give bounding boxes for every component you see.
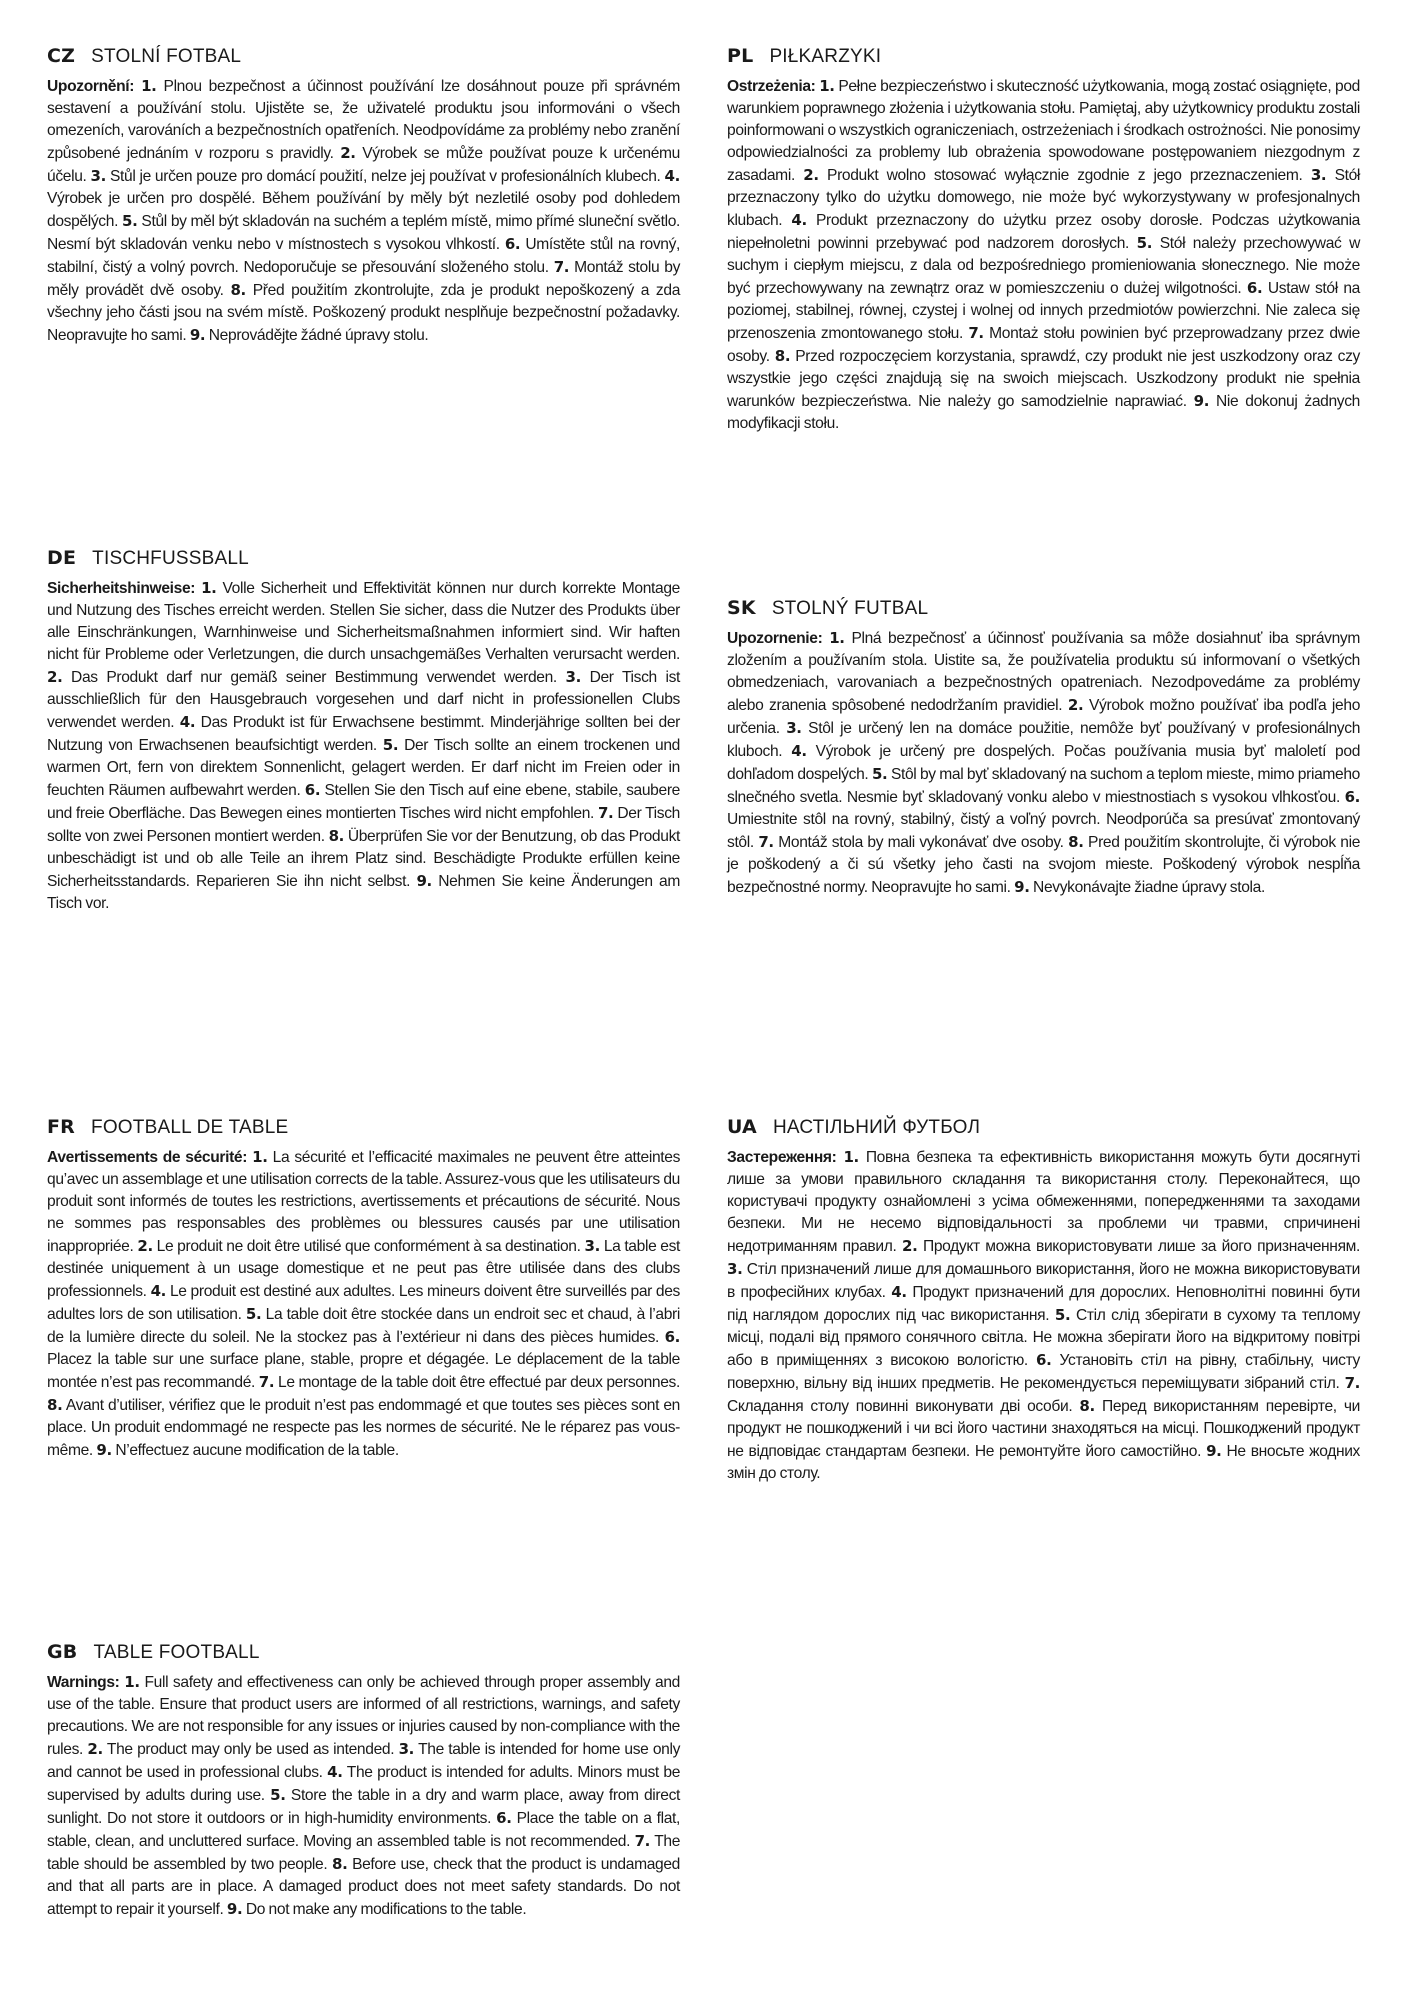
warnings-paragraph xyxy=(727,75,1360,435)
section-heading xyxy=(47,1115,680,1140)
item-number: 4. xyxy=(179,713,196,731)
section-heading xyxy=(727,44,1360,69)
item-text: La table doit être stockée dans un endroit sec et chaud, à l’abri de la lumière directe du soleil. Ne la stockez pas à l’extérieur ni dans des pièces humides. xyxy=(47,1306,681,1346)
item-text: The table is intended for home use only and cannot be used in professional clubs. xyxy=(47,1741,681,1781)
item-text: The product is intended for adults. Minors must be supervised by adults during use. xyxy=(47,1764,681,1804)
item-number: 5. xyxy=(1136,234,1153,252)
item-text: La table est destinée uniquement à un usage domestique et ne peut pas être utilisée dans des clubs professionnels. xyxy=(47,1238,681,1300)
item-text: Nehmen Sie keine Änderungen am Tisch vor. xyxy=(47,873,680,912)
item-number: 1. xyxy=(252,1148,268,1166)
warnings-label: Avertissements de sécurité: xyxy=(47,1149,248,1166)
item-text: Przed rozpoczęciem korzystania, sprawdź, czy produkt nie jest uszkodzony oraz czy wszystkie jego części znajdują się na swoich miejscach. Uszkodzony produkt nie spełnia warunków bezpieczeństwa. Nie należy go samodzielnie naprawiać. xyxy=(727,348,1361,410)
item-text: Plnou bezpečnost a účinnost používání lze dosáhnout pouze při správném sestavení a používání stolu. Ujistěte se, že uživatelé produktu jsou informováni o všech omezeních, varováních a bezpečnostních opatřeních. Neodpovídáme za problémy nebo zranění způsobené jednáním v rozporu s pravidly. xyxy=(47,78,681,162)
item-text: Der Tisch sollte an einem trockenen und warmen Ort, fern von direktem Sonnenlicht, gelagert werden. Er darf nicht im Freien oder in feuchten Räumen aufbewahrt werden. xyxy=(47,737,680,799)
item-text: Das Produkt darf nur gemäß seiner Bestimmung verwendet werden. xyxy=(71,669,557,686)
item-text: Do not make any modifications to the table. xyxy=(245,1901,527,1918)
warnings-label: Ostrzeżenia: xyxy=(727,78,816,95)
item-text: Складання столу повинні виконувати дві особи. xyxy=(727,1398,1073,1415)
item-number: 8. xyxy=(47,1396,63,1414)
item-text: Le montage de la table doit être effectué par deux personnes. xyxy=(278,1374,680,1391)
item-number: 3. xyxy=(584,1237,600,1255)
warnings-paragraph xyxy=(47,577,680,915)
section-heading xyxy=(727,596,1360,621)
item-text: Full safety and effectiveness can only be achieved through proper assembly and use of the table. Ensure that product users are informed of all restrictions, warnings, and safety precautions. We are not responsible for any issues or injuries caused by non-compliance with the rules. xyxy=(47,1674,681,1758)
item-text: Le produit ne doit être utilisé que conformément à sa destination. xyxy=(156,1238,581,1255)
item-text: Výrobek je určen pro dospělé. Během používání by měly být nezletilé osoby pod dohledem dospělých. xyxy=(47,190,680,230)
section-pl xyxy=(727,44,1360,435)
item-number: 3. xyxy=(90,167,106,185)
item-number: 3. xyxy=(786,719,802,737)
section-title: FOOTBALL DE TABLE xyxy=(91,1117,289,1138)
item-text: Plná bezpečnosť a účinnosť používania sa môže dosiahnuť iba správnym zložením a používaním stola. Uistite sa, že používatelia produktu sú informovaní o všetkých obmedzeniach, varovaniach a bezpečnostných opatreniach. Nezodpovedáme za problémy alebo zranenia spôsobené nedodržaním pravidiel. xyxy=(727,630,1361,714)
item-number: 5. xyxy=(382,736,399,754)
language-code: CZ xyxy=(47,45,76,67)
item-text: Le produit est destiné aux adultes. Les mineurs doivent être surveillés par des adultes lors de son utilisation. xyxy=(47,1283,681,1323)
item-text: Umiestnite stôl na rovný, stabilný, čistý a voľný povrch. Neodporúča sa presúvať zmontovaný stôl. xyxy=(727,811,1360,851)
item-number: 6. xyxy=(504,235,521,253)
section-heading xyxy=(47,44,680,69)
item-number: 2. xyxy=(901,1237,918,1255)
item-text: La sécurité et l’efficacité maximales ne peuvent être atteintes qu’avec un assemblage et une utilisation corrects de la table. Assurez-vous que les utilisateurs du produit sont informés de toutes les restrictions, avertissements et précautions de sécurité. Nous ne sommes pas responsables des problèmes ou blessures causés par une utilisation inappropriée. xyxy=(47,1149,681,1255)
item-number: 5. xyxy=(270,1786,286,1804)
item-text: Stellen Sie den Tisch auf eine ebene, stabile, saubere und freie Oberfläche. Das Bewegen eines montierten Tisches wird nicht empfohlen. xyxy=(47,782,680,822)
item-number: 7. xyxy=(634,1832,651,1850)
item-text: Stôl je určený len na domáce použitie, nemôže byť používaný v profesionálnych kluboch. xyxy=(727,720,1361,760)
item-number: 4. xyxy=(791,742,807,760)
item-number: 1. xyxy=(141,77,157,95)
language-code: UA xyxy=(727,1116,757,1138)
item-text: Avant d’utiliser, vérifiez que le produit n’est pas endommagé et que toutes ses pièces sont en place. Un produit endommagé ne respecte pas les normes de sécurité. Ne le réparez pas vous-même. xyxy=(47,1397,680,1459)
language-code: GB xyxy=(47,1641,78,1663)
item-text: Stół należy przechowywać w suchym i ciepłym miejscu, z dala od bezpośredniego promieniowania słonecznego. Nie może być przechowywany na zewnątrz oraz w pomieszczeniu o dużej wilgotności. xyxy=(727,235,1361,297)
item-text: Überprüfen Sie vor der Benutzung, ob das Produkt unbeschädigt ist und ob alle Teile an ihrem Platz sind. Beschädigte Produkte erfüllen keine Sicherheitsstandards. Reparieren Sie ihn nicht selbst. xyxy=(47,828,680,890)
item-text: The product may only be used as intended. xyxy=(106,1741,395,1758)
item-text: Výrobek se může používat pouze k určenému účelu. xyxy=(47,145,680,185)
item-number: 4. xyxy=(150,1282,167,1300)
section-title: STOLNÍ FOTBAL xyxy=(91,46,242,67)
item-number: 4. xyxy=(791,211,807,229)
item-text: Neprovádějte žádné úpravy stolu. xyxy=(208,327,429,344)
warnings-label: Застереження: xyxy=(727,1149,837,1166)
language-code: DE xyxy=(47,547,77,569)
item-text: Stół przeznaczony tylko do użytku domowego, nie może być wykorzystywany w profesjonalnych klubach. xyxy=(727,167,1361,229)
item-text: Продукт призначений для дорослих. Неповнолітні повинні бути під наглядом дорослих під час використання. xyxy=(727,1284,1360,1324)
item-number: 3. xyxy=(727,1260,743,1278)
item-text: Výrobok možno používať iba podľa jeho určenia. xyxy=(727,697,1361,737)
item-text: Перед використанням перевірте, чи продукт не пошкоджений і чи всі його частини знаходяться на місці. Пошкоджений продукт не відповідає стандартам безпеки. Не ремонтуйте його самостійно. xyxy=(727,1398,1360,1460)
item-text: Продукт можна використовувати лише за його призначенням. xyxy=(922,1238,1361,1255)
item-number: 5. xyxy=(871,765,888,783)
item-number: 7. xyxy=(597,804,614,822)
item-number: 4. xyxy=(327,1763,343,1781)
item-text: Pred použitím skontrolujte, či výrobok nie je poškodený a či sú všetky jeho časti na svojom mieste. Poškodený výrobok nespĺňa bezpečnostné normy. Neopravujte ho sami. xyxy=(727,834,1361,896)
item-text: Ustaw stół na poziomej, stabilnej, równej, czystej i wolnej od innych przedmiotów powierzchni. Nie zaleca się przenoszenia zmontowanego stołu. xyxy=(727,280,1361,342)
item-number: 3. xyxy=(565,668,581,686)
item-text: Placez la table sur une surface plane, stable, propre et dégagée. Le déplacement de la table montée n’est pas recommandé. xyxy=(47,1351,680,1391)
language-code: FR xyxy=(47,1116,76,1138)
section-title: PIŁKARZYKI xyxy=(769,46,882,67)
item-number: 2. xyxy=(137,1237,153,1255)
section-de xyxy=(47,546,680,915)
item-text: Produkt przeznaczony do użytku przez osoby dorosłe. Podczas użytkowania niepełnoletni powinni przebywać pod nadzorem dorosłych. xyxy=(727,212,1361,252)
item-number: 7. xyxy=(1344,1374,1360,1392)
section-title: TABLE FOOTBALL xyxy=(93,1642,260,1663)
section-title: TISCHFUSSBALL xyxy=(92,548,249,569)
item-number: 8. xyxy=(774,347,791,365)
item-text: Стіл призначений лише для домашнього використання, його не можна використовувати в професійних клубах. xyxy=(727,1261,1361,1301)
section-cz xyxy=(47,44,680,347)
item-text: Place the table on a flat, stable, clean, and uncluttered surface. Moving an assembled table is not recommended. xyxy=(47,1810,681,1850)
item-number: 1. xyxy=(124,1673,140,1691)
item-number: 9. xyxy=(1014,878,1030,896)
item-text: Повна безпека та ефективність використання можуть бути досягнуті лише за умови правильного складання та використання столу. Переконайтеся, що користувачі продукту ознайомлені з усіма обмеженнями, попередженнями та заходами безпеки. Ми не несемо відповідальності за проблеми чи травми, спричинені недотриманням правил. xyxy=(727,1149,1360,1255)
item-number: 8. xyxy=(331,1855,348,1873)
language-code: SK xyxy=(727,597,756,619)
item-number: 8. xyxy=(230,281,246,299)
item-number: 3. xyxy=(1310,166,1327,184)
item-text: Before use, check that the product is undamaged and that all parts are in place. A damaged product does not meet safety standards. Do not attempt to repair it yourself. xyxy=(47,1856,680,1918)
warnings-label: Upozornenie: xyxy=(727,630,823,647)
item-number: 6. xyxy=(664,1328,680,1346)
item-text: Před použitím zkontrolujte, zda je produkt nepoškozený a zda všechny jeho části jsou na svém místě. Poškozený produkt nesplňuje bezpečnostní požadavky. Neopravujte ho sami. xyxy=(47,282,681,344)
item-number: 5. xyxy=(122,212,138,230)
item-number: 7. xyxy=(553,258,570,276)
item-text: Montáž stola by mali vykonávať dve osoby. xyxy=(778,834,1064,851)
item-text: Nie dokonuj żadnych modyfikacji stołu. xyxy=(727,393,1361,432)
item-number: 8. xyxy=(1079,1397,1095,1415)
item-number: 9. xyxy=(226,1900,243,1918)
item-text: Umístěte stůl na rovný, stabilní, čistý a volný povrch. Nedoporučuje se přesouvání složeného stolu. xyxy=(47,236,681,276)
item-text: Der Tisch ist ausschließlich für den Hausgebrauch vorgesehen und darf nicht in professionellen Clubs verwendet werden. xyxy=(47,669,681,731)
warnings-label: Warnings: xyxy=(47,1674,120,1691)
item-number: 4. xyxy=(664,167,680,185)
item-number: 2. xyxy=(87,1740,103,1758)
warnings-paragraph xyxy=(47,75,680,347)
item-number: 2. xyxy=(803,166,819,184)
item-text: Не вносьте жодних змін до столу. xyxy=(727,1443,1361,1482)
section-heading xyxy=(727,1115,1360,1140)
item-text: Montáž stolu by měly provádět dvě osoby. xyxy=(47,259,681,299)
section-heading xyxy=(47,546,680,571)
item-number: 6. xyxy=(1246,279,1263,297)
item-number: 9. xyxy=(1193,392,1210,410)
section-title: STOLNÝ FUTBAL xyxy=(771,598,929,619)
item-number: 8. xyxy=(328,827,344,845)
warnings-paragraph xyxy=(727,1146,1360,1485)
item-number: 6. xyxy=(304,781,321,799)
item-number: 5. xyxy=(245,1305,262,1323)
item-text: The table should be assembled by two people. xyxy=(47,1833,681,1873)
item-text: Stůl je určen pouze pro domácí použití, nelze jej používat v profesionálních klubech. xyxy=(109,168,661,185)
item-number: 6. xyxy=(496,1809,512,1827)
item-number: 9. xyxy=(1206,1442,1222,1460)
item-number: 1. xyxy=(843,1148,859,1166)
item-number: 6. xyxy=(1344,788,1361,806)
item-number: 1. xyxy=(819,77,835,95)
item-number: 9. xyxy=(189,326,206,344)
item-text: Výrobok je určený pre dospelých. Počas používania musia byť maloletí pod dohľadom dospelých. xyxy=(727,743,1361,783)
item-text: Das Produkt ist für Erwachsene bestimmt. Minderjährige sollten bei der Nutzung von Erwachsenen beaufsichtigt werden. xyxy=(47,714,681,754)
item-number: 1. xyxy=(829,629,845,647)
item-number: 2. xyxy=(1067,696,1084,714)
item-number: 3. xyxy=(398,1740,414,1758)
item-number: 7. xyxy=(258,1373,275,1391)
section-ua xyxy=(727,1115,1360,1485)
item-number: 7. xyxy=(968,324,984,342)
item-number: 6. xyxy=(1036,1351,1052,1369)
item-text: Store the table in a dry and warm place, away from direct sunlight. Do not store it outdoors or in high-humidity environments. xyxy=(47,1787,681,1827)
warnings-label: Sicherheitshinweise: xyxy=(47,580,196,597)
section-fr xyxy=(47,1115,680,1462)
section-sk xyxy=(727,596,1360,899)
item-number: 5. xyxy=(1054,1306,1071,1324)
item-number: 9. xyxy=(96,1441,112,1459)
item-number: 1. xyxy=(201,579,217,597)
section-title: НАСТІЛЬНИЙ ФУТБОЛ xyxy=(772,1117,981,1138)
item-text: Стіл слід зберігати в сухому та теплому місці, подалі від прямого сонячного світла. Не можна зберігати його на відкритому повітрі або в приміщеннях з високою вологістю. xyxy=(727,1307,1361,1369)
item-text: Stůl by měl být skladován na suchém a teplém místě, mimo přímé sluneční světlo. Nesmí být skladován venku nebo v místnostech s vysokou vlhkostí. xyxy=(47,213,681,253)
warnings-label: Upozornění: xyxy=(47,78,135,95)
item-text: Produkt wolno stosować wyłącznie zgodnie z jego przeznaczeniem. xyxy=(827,167,1303,184)
item-text: Stôl by mal byť skladovaný na suchom a teplom mieste, mimo priameho slnečného svetla. Nesmie byť skladovaný vonku alebo v miestnostiach s vysokou vlhkosťou. xyxy=(727,766,1361,806)
item-text: Volle Sicherheit und Effektivität können nur durch korrekte Montage und Nutzung des Tisches erreicht werden. Stellen Sie sicher, dass die Nutzer des Produkts über alle Einschränkungen, Warnhinweise und Sicherheitsmaßnahmen informiert sind. Wir haften nicht für Probleme oder Verletzungen, die durch unsachgemäßes Verhalten verursacht werden. xyxy=(47,580,680,663)
item-number: 2. xyxy=(340,144,356,162)
item-number: 4. xyxy=(891,1283,907,1301)
item-text: Nevykonávajte žiadne úpravy stola. xyxy=(1033,879,1265,896)
item-number: 8. xyxy=(1068,833,1084,851)
warnings-paragraph xyxy=(727,627,1360,899)
item-number: 9. xyxy=(416,872,432,890)
item-text: Der Tisch sollte von zwei Personen montiert werden. xyxy=(47,805,680,845)
item-text: N’effectuez aucune modification de la table. xyxy=(115,1442,399,1459)
section-heading xyxy=(47,1640,680,1665)
warnings-paragraph xyxy=(47,1671,680,1921)
item-text: Montaż stołu powinien być przeprowadzany przez dwie osoby. xyxy=(727,325,1360,365)
section-gb xyxy=(47,1640,680,1921)
item-text: Установіть стіл на рівну, стабільну, чисту поверхню, вільну від інших предметів. Не рекомендується переміщувати зібраний стіл. xyxy=(727,1352,1361,1392)
item-text: Pełne bezpieczeństwo i skuteczność użytkowania, mogą zostać osiągnięte, pod warunkiem poprawnego złożenia i użytkowania stołu. Pamiętaj, aby użytkownicy produktu zostali poinformowani o wszystkich ograniczeniach, ostrzeżeniach i środkach ostrożności. Nie ponosimy odpowiedzialności za problemy lub obrażenia spowodowane postępowaniem niezgodnym z zasadami. xyxy=(727,78,1360,184)
item-number: 2. xyxy=(47,668,63,686)
item-number: 7. xyxy=(758,833,774,851)
language-code: PL xyxy=(727,45,754,67)
warnings-paragraph xyxy=(47,1146,680,1462)
